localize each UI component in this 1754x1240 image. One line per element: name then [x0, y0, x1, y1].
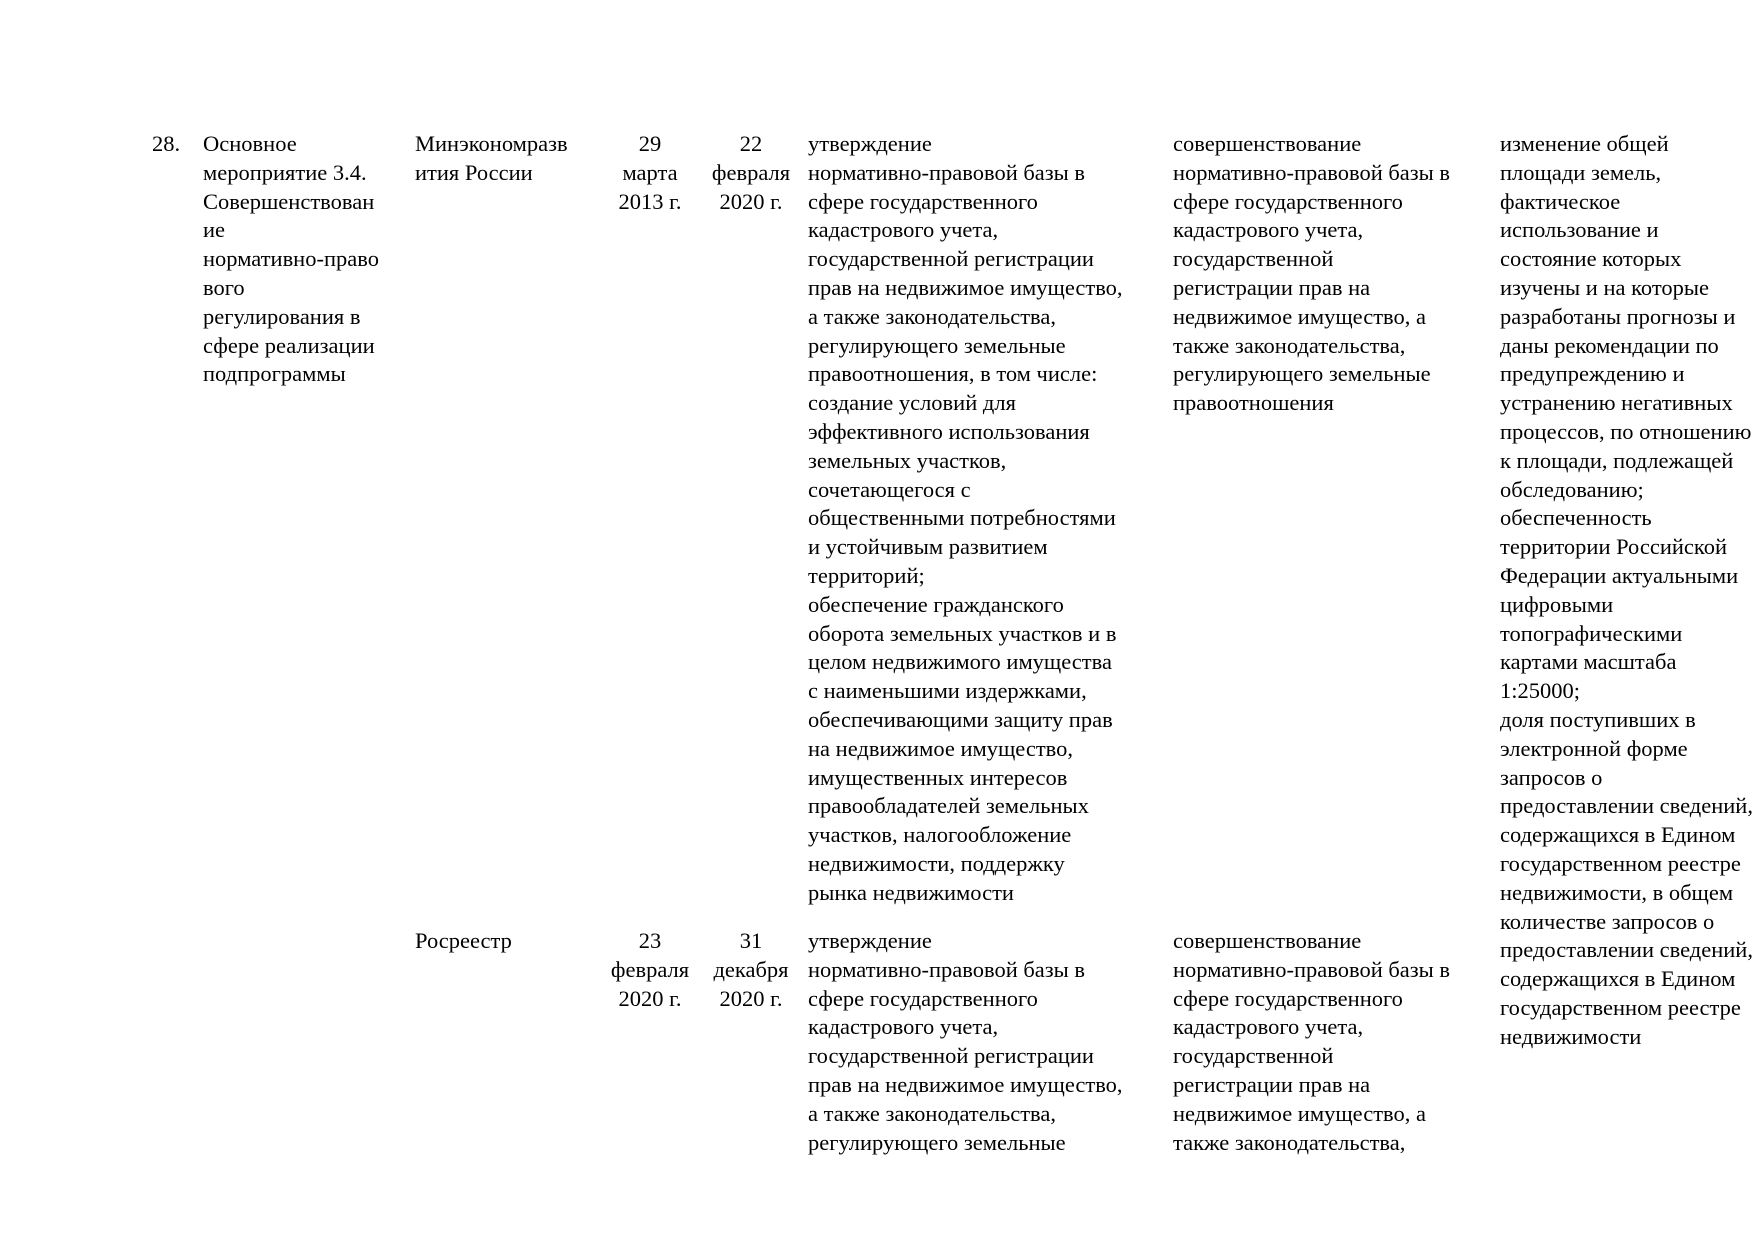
text-line: запросов о — [1500, 764, 1603, 790]
text-line: рынка недвижимости — [808, 879, 1014, 905]
text-line: государственной регистрации — [808, 246, 1094, 272]
text-line: процессов, по отношению — [1500, 418, 1752, 444]
text-line: 2020 г. — [719, 985, 783, 1011]
text-line: также законодательства, — [1173, 332, 1406, 358]
text-line: утверждение — [808, 928, 932, 953]
text-line: сфере государственного — [808, 188, 1038, 214]
text-line: регулирования в — [203, 303, 361, 329]
text-line: кадастрового учета, — [808, 1014, 999, 1040]
text-line: 1:25000; — [1500, 678, 1581, 704]
text-line: утверждение — [808, 131, 932, 156]
text-line: подпрограммы — [203, 361, 346, 387]
executor-1-end-date — [703, 130, 799, 216]
text-line: имущественных интересов — [808, 764, 1068, 790]
text-line: 22 — [739, 131, 763, 156]
text-line: сочетающегося с — [808, 476, 971, 502]
text-line: использование и — [1500, 217, 1659, 243]
text-line: кадастрового учета, — [808, 217, 999, 243]
text-line: общественными потребностями — [808, 505, 1116, 531]
executor-2-name — [415, 927, 512, 956]
text-line: февраля — [610, 956, 690, 982]
text-line: даны рекомендации по — [1500, 332, 1719, 358]
text-line: создание условий для — [808, 390, 1016, 416]
text-line: 31 — [739, 928, 763, 953]
text-line: обеспечивающими защиту прав — [808, 706, 1113, 732]
text-line: недвижимости, поддержку — [808, 850, 1065, 876]
text-line: ития России — [415, 159, 533, 185]
text-line: цифровыми — [1500, 591, 1614, 617]
text-line: обеспечение гражданского — [808, 591, 1064, 617]
text-line: государственной — [1173, 246, 1334, 272]
text-line: нормативно-право — [203, 246, 379, 272]
text-line: устранению негативных — [1500, 390, 1733, 416]
text-line: 29 — [638, 131, 662, 156]
text-line: изменение общей — [1500, 131, 1669, 156]
text-line: кадастрового учета, — [1173, 217, 1364, 243]
text-line: площади земель, — [1500, 159, 1662, 185]
text-line: а также законодательства, — [808, 1100, 1056, 1126]
executor-1-directions — [1173, 130, 1450, 418]
text-line: сфере государственного — [808, 985, 1038, 1011]
text-line: содержащихся в Едином — [1500, 966, 1736, 992]
text-line: оборота земельных участков и в — [808, 620, 1117, 646]
text-line: государственной регистрации — [808, 1043, 1094, 1069]
text-line: территории Российской — [1500, 534, 1727, 560]
text-line: регулирующего земельные — [808, 332, 1066, 358]
executor-2-end-date — [703, 927, 799, 1013]
text-line: 2020 г. — [719, 188, 783, 214]
text-line: декабря — [713, 956, 789, 982]
text-line: правоотношения — [1173, 390, 1334, 416]
text-line: нормативно-правовой базы в — [808, 159, 1086, 185]
text-line: недвижимое имущество, а — [1173, 1100, 1426, 1126]
text-line: нормативно-правовой базы в — [1173, 159, 1451, 185]
text-line: недвижимости — [1500, 1023, 1642, 1049]
text-line: 2020 г. — [618, 985, 682, 1011]
measure-title — [203, 130, 379, 389]
text-line: предупреждению и — [1500, 361, 1685, 387]
executor-1-name — [415, 130, 568, 188]
row-number: 28. — [152, 131, 181, 156]
text-line: электронной форме — [1500, 735, 1688, 761]
text-line: предоставлении сведений, — [1500, 937, 1753, 963]
executor-2-start-date — [604, 927, 696, 1013]
text-line: нормативно-правовой базы в — [1173, 956, 1451, 982]
text-line: с наименьшими издержками, — [808, 678, 1087, 704]
text-line: обеспеченность — [1500, 505, 1652, 531]
text-line: Минэкономразв — [415, 131, 568, 156]
text-line: регулирующего земельные — [808, 1129, 1066, 1155]
text-line: прав на недвижимое имущество, — [808, 274, 1123, 300]
text-line: прав на недвижимое имущество, — [808, 1071, 1123, 1097]
text-line: Основное — [203, 131, 297, 156]
text-line: ие — [203, 217, 226, 243]
text-line: Совершенствован — [203, 188, 375, 214]
text-line: вого — [203, 274, 245, 300]
text-line: топографическими — [1500, 620, 1683, 646]
executor-1-result — [808, 130, 1123, 908]
text-line: земельных участков, — [808, 447, 1007, 473]
text-line: участков, налогообложение — [808, 822, 1072, 848]
text-line: территорий; — [808, 562, 925, 588]
text-line: совершенствование — [1173, 131, 1362, 156]
text-line: недвижимости, в общем — [1500, 879, 1734, 905]
text-line: февраля — [711, 159, 791, 185]
text-line: государственном реестре — [1500, 850, 1741, 876]
text-line: картами масштаба — [1500, 649, 1677, 675]
text-line: а также законодательства, — [808, 303, 1056, 329]
text-line: предоставлении сведений, — [1500, 793, 1753, 819]
indicators-text — [1500, 130, 1753, 1052]
text-line: совершенствование — [1173, 928, 1362, 953]
text-line: Росреестр — [415, 928, 512, 953]
text-line: сфере государственного — [1173, 188, 1403, 214]
text-line: количестве запросов о — [1500, 908, 1715, 934]
text-line: сфере государственного — [1173, 985, 1403, 1011]
text-line: к площади, подлежащей — [1500, 447, 1734, 473]
text-line: обследованию; — [1500, 476, 1644, 502]
text-line: также законодательства, — [1173, 1129, 1406, 1155]
text-line: изучены и на которые — [1500, 274, 1709, 300]
text-line: государственном реестре — [1500, 994, 1741, 1020]
text-line: фактическое — [1500, 188, 1621, 214]
text-line: разработаны прогнозы и — [1500, 303, 1736, 329]
executor-1-start-date — [604, 130, 696, 216]
text-line: Федерации актуальными — [1500, 562, 1739, 588]
text-line: нормативно-правовой базы в — [808, 956, 1086, 982]
text-line: 2013 г. — [618, 188, 682, 214]
text-line: мероприятие 3.4. — [203, 159, 367, 185]
text-line: доля поступивших в — [1500, 706, 1696, 732]
text-line: регистрации прав на — [1173, 1071, 1371, 1097]
text-line: недвижимое имущество, а — [1173, 303, 1426, 329]
text-line: правоотношения, в том числе: — [808, 361, 1098, 387]
text-line: и устойчивым развитием — [808, 534, 1048, 560]
executor-2-result — [808, 927, 1123, 1157]
text-line: государственной — [1173, 1043, 1334, 1069]
text-line: регистрации прав на — [1173, 274, 1371, 300]
text-line: регулирующего земельные — [1173, 361, 1431, 387]
text-line: сфере реализации — [203, 332, 375, 358]
text-line: на недвижимое имущество, — [808, 735, 1074, 761]
text-line: целом недвижимого имущества — [808, 649, 1112, 675]
text-line: состояние которых — [1500, 246, 1682, 272]
text-line: правообладателей земельных — [808, 793, 1089, 819]
executor-2-directions — [1173, 927, 1450, 1157]
text-line: эффективного использования — [808, 418, 1090, 444]
text-line: 23 — [638, 928, 662, 953]
text-line: содержащихся в Едином — [1500, 822, 1736, 848]
text-line: марта — [622, 159, 678, 185]
text-line: кадастрового учета, — [1173, 1014, 1364, 1040]
